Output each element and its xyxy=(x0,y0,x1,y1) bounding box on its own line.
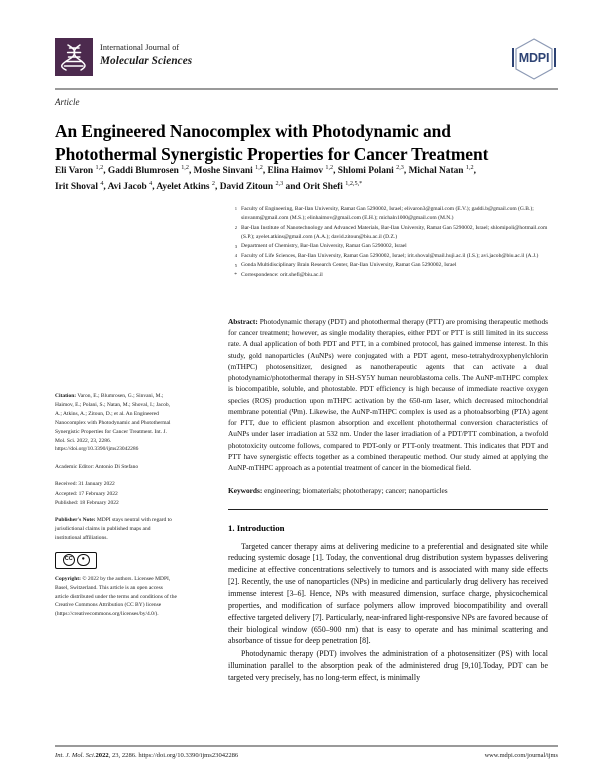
academic-editor-label: Academic Editor: xyxy=(55,463,94,470)
copyright-label: Copyright: xyxy=(55,575,81,582)
affiliation-marker: 5 xyxy=(234,262,237,268)
keywords-text: engineering; biomaterials; phototherapy; cancer; nanoparticles xyxy=(262,486,448,496)
dna-helix-logo-icon xyxy=(55,38,93,76)
affiliation-text: Faculty of Life Sciences, Bar-Ilan University, Ramat Gan 5290002, Israel; irit.shoval@mail.huji.ac.il (I.S.); avi.jacob@biu.ac.il (A.J.) xyxy=(241,252,539,259)
abstract-text: Photodynamic therapy (PDT) and photothermal therapy (PTT) are promising therapeutic methods for cancer treatment; however, as single modality therapies, either PDT or PTT is still limited in its success rate. A dual application of both PDT and PTT, in a combined protocol, has gained immense interest. In this study, gold nanoparticles (AuNPs) were conjugated with a PDT agent, meso-tetrahydroxyphenylchlorin (mTHPC) photosensitizer, designed as nanotherapeutic agents that can activate a dual photodynamic/photothermal therapy in SH-SY5Y human neuroblastoma cells. The AuNP-mTHPC complex is biocompatible, soluble, and photostable. PDT efficiency is high because of immediate reactive oxygen species (ROS) production upon mTHPC activation by the 650-nm laser, which decreased mitochondrial membrane potential (Ψm). Likewise, the AuNP-mTHPC complex is used as a photoabsorbing (PTA) agent for PTT, due to efficient plasmon absorption and excellent photothermal conversion characteristics of AuNPs under laser irradiation at 532 nm. Under the laser irradiation of a PDT/PTT combination, a twofold phototoxicity outcome follows, compared to PDT-only or PTT-only treatment. This indicates that PDT and PTT have synergistic effects together as a combined therapeutic method. Our study aimed at applying the AuNP-mTHPC approach as a potential treatment of cancer in the biomedical field. xyxy=(228,317,548,473)
abstract-block xyxy=(228,316,548,473)
publication-dates-block xyxy=(55,480,177,508)
copyright-block xyxy=(55,575,177,620)
section-heading-introduction: 1. Introduction xyxy=(228,523,285,534)
accepted-date: Accepted: 17 February 2022 xyxy=(55,490,118,497)
citation-block xyxy=(55,392,177,454)
mdpi-logo-text: MDPI xyxy=(518,51,550,65)
citation-label: Citation: xyxy=(55,393,77,399)
keywords-block xyxy=(228,485,548,496)
main-content xyxy=(228,316,548,684)
footer-citation xyxy=(55,752,238,759)
page-footer xyxy=(55,752,558,759)
header-divider xyxy=(55,88,558,90)
affiliation-text: Department of Chemistry, Bar-Ilan University, Ramat Gan 5290002, Israel xyxy=(241,243,407,250)
publisher-note-label: Publisher's Note: xyxy=(55,517,96,524)
article-type-label: Article xyxy=(55,97,80,107)
publisher-note-text: MDPI stays neutral with regard to jurisdictional claims in published maps and institutional affiliations. xyxy=(55,517,172,542)
paragraph: Photodynamic therapy (PDT) involves the administration of a photosensitizer (PS) with local illumination parallel to the absorption peak of the administered drug [9,10].Today, PDT can be targeted very precisely, has no long-term effect, is minimally xyxy=(228,649,548,683)
author-line-2: Irit Shoval $^4$, Avi Jacob $^4$, Ayelet Atkins $^2$, David Zitoun $^{2,3}$ and Orit Shefi $^{1,2,5,*}$ xyxy=(55,179,363,192)
introduction-body xyxy=(228,541,548,684)
journal-brand xyxy=(55,38,192,76)
author-list xyxy=(55,163,545,194)
affiliation-text: Gonda Multidisciplinary Brain Research Center, Bar-Ilan University, Ramat Gan 5290002, Israel xyxy=(241,262,457,269)
published-date: Published: 18 February 2022 xyxy=(55,500,119,507)
journal-title xyxy=(100,38,192,68)
affiliation-item xyxy=(228,205,548,223)
footer-divider xyxy=(55,745,558,747)
keywords-divider xyxy=(228,509,548,510)
publisher-note-block xyxy=(55,516,177,543)
affiliation-marker: * xyxy=(234,271,237,278)
cc-by-person-icon: ● xyxy=(77,554,90,567)
affiliation-text: Correspondence: orit.shefi@biu.ac.il xyxy=(241,271,323,278)
masthead xyxy=(55,38,558,84)
creative-commons-badge-icon xyxy=(55,552,97,569)
affiliation-text: Faculty of Engineering, Bar-Ilan University, Ramat Gan 5290002, Israel; elivaron3@gmail.com (E.V.); gaddi.b@gmail.com (G.B.); sinvanm@gmail.com (M.S.); elinhaimov@gmail.com (E.H.); michaln1000@gmail.com (M.N.) xyxy=(241,206,534,221)
affiliation-marker: 1 xyxy=(234,206,237,212)
citation-text: Varon, E.; Blumrosen, G.; Sinvani, M.; Haimov, E.; Polani, S.; Natan, M.; Shoval, I.; Jacob, A.; Atkins, A.; Zitoun, D.; et al. An Engineered Nanocomplex with Photodynamic and Photothermal Synergistic Properties for Cancer Treatment. Int. J. Mol. Sci. 2022, 23, 2286. https://doi.org/10.3390/ijms23042286 xyxy=(55,393,171,453)
journal-title-line2: Molecular Sciences xyxy=(100,55,193,68)
page-title: An Engineered Nanocomplex with Photodynamic and Photothermal Synergistic Properties for Cancer Treatment xyxy=(55,120,489,164)
affiliation-marker: 3 xyxy=(234,243,237,249)
footer-journal-url: www.mdpi.com/journal/ijms xyxy=(484,752,558,759)
received-date: Received: 31 January 2022 xyxy=(55,481,115,488)
affiliation-item xyxy=(228,224,548,242)
affiliation-marker: 4 xyxy=(234,253,237,259)
affiliation-item xyxy=(228,271,548,280)
affiliation-text: Bar-Ilan Institute of Nanotechnology and Advanced Materials, Bar-Ilan University, Ramat Gan 5290002, Israel; shlomipoli@hotmail.com (S.P.); ayelet.atkins@gmail.com (A.A.); david.zitoun@biu.ac.il (D.Z.) xyxy=(241,224,548,240)
affiliation-list xyxy=(228,205,548,280)
author-line-1: Eli Varon $^{1,2}$, Gaddi Blumrosen $^{1,2}$, Moshe Sinvani $^{1,2}$, Elina Haimov $^{1,2}$, Shlomi Polani $^{2,3}$, Michal Natan $^{1,2}$, xyxy=(55,164,476,177)
sidebar xyxy=(55,392,177,628)
academic-editor-name: Antonio Di Stefano xyxy=(93,463,139,470)
footer-citation-rest: , 23, 2286. https://doi.org/10.3390/ijms23042286 xyxy=(108,752,239,759)
paragraph: Targeted cancer therapy aims at delivering medicine to a preferential and designated site while reducing systemic dosage [1]. Today, the conventional drug distribution system bypasses delivering medicine at effective concentrations selectively to tumors and is associated with many side effects [2]. Recently, the use of nanoparticles (NPs) in medicine and particularly drug delivery has received immense interest [3–6]. Hence, NPs with measured dimension, surface charge, physicochemical properties, and modification of surface polymers allow improved biocompatibility and overall effective targeted delivery [7]. Particularly, near-infrared light-responsive NPs are favored because of their biological window (650–900 nm) that is easy to operate and has minimal scattering and absorbance of tissue for deep penetration [8]. xyxy=(228,541,549,646)
affiliation-item xyxy=(228,261,548,270)
keywords-label: Keywords: xyxy=(228,486,263,496)
affiliation-item xyxy=(228,252,548,261)
affiliation-marker: 2 xyxy=(234,224,237,230)
cc-icon: CC xyxy=(63,554,76,567)
affiliation-item xyxy=(228,242,548,251)
abstract-label: Abstract: xyxy=(228,317,258,326)
mdpi-logo xyxy=(510,38,558,80)
copyright-text: © 2022 by the authors. Licensee MDPI, Basel, Switzerland. This article is an open access article distributed under the terms and conditions of the Creative Commons Attribution (CC BY) license (https://creativecommons.org/licenses/by/4.0/). xyxy=(55,575,177,618)
footer-journal-abbrev: Int. J. Mol. Sci. xyxy=(55,752,96,759)
footer-year: 2022 xyxy=(95,752,109,759)
academic-editor-block xyxy=(55,463,177,472)
journal-title-line1: International Journal of xyxy=(100,43,180,52)
